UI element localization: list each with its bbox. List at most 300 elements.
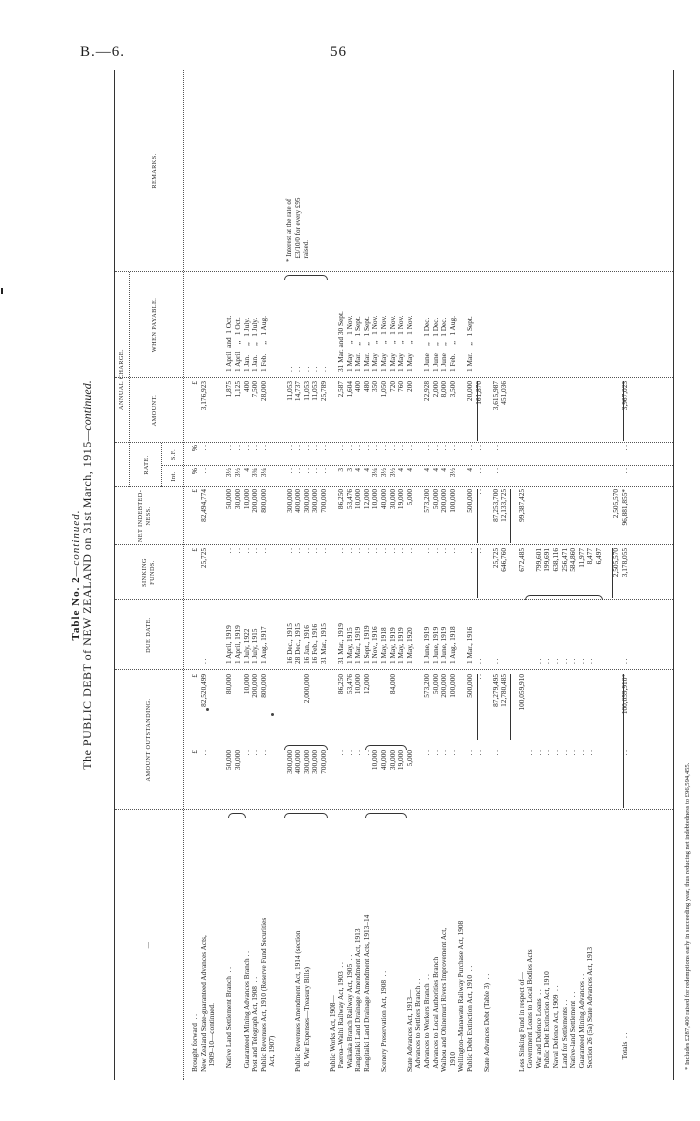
due-date-cell: 16 Jan., 1916	[301, 625, 311, 664]
rate-sf-cell: . .	[353, 445, 363, 451]
net-indebtedness-cell	[552, 489, 561, 543]
sinking-fund-cell: . .	[344, 548, 354, 554]
amount-sub-cell	[518, 750, 527, 808]
rate-sf-cell: . .	[258, 445, 268, 451]
sum-rule	[510, 489, 511, 543]
charge-amount-column	[191, 381, 629, 441]
due-date-cell: . .	[198, 658, 208, 664]
due-date-cell: 1 Nov., 1916	[370, 626, 380, 664]
when-payable-cell: . .	[310, 366, 320, 372]
rate-sf-cell: . .	[336, 445, 346, 451]
description-line: Advances to Settlers Branch . .	[413, 978, 423, 1072]
rate-sf-cell: . .	[439, 445, 449, 451]
public-debt-table	[114, 70, 674, 1080]
net-indebtedness-cell: 10,000	[353, 489, 363, 510]
amount-total-cell	[277, 674, 286, 740]
amount-sub-cell: . .	[353, 750, 363, 756]
rate-sf-cell	[552, 445, 561, 465]
description-line: Wellington–Manawatu Railway Purchase Act, 1908	[456, 920, 466, 1072]
amount-sub-cell: . .	[576, 750, 586, 756]
amount-total-cell	[569, 674, 578, 740]
amount-total-cell: 2,000,000	[301, 674, 311, 704]
amount-total-cell: 82,520,499	[198, 674, 208, 707]
description-line	[277, 812, 286, 1072]
description-line	[595, 812, 604, 1072]
column-rule	[115, 442, 673, 443]
charge-amount-cell	[561, 381, 570, 441]
charge-amount-cell: 400	[353, 381, 363, 392]
amount-sub-cell: . .	[525, 750, 535, 756]
due-date-cell: 1 June, 1919	[430, 626, 440, 664]
description-line: Rangitaiki Land Drainage Amendment Act, 1913	[353, 928, 363, 1072]
sinking-fund-cell: . .	[241, 548, 251, 554]
rate-int-cell: . .	[310, 468, 320, 474]
due-date-cell: . .	[568, 658, 578, 664]
amount-sub-cell: 30,000	[232, 750, 242, 771]
due-date-cell	[518, 600, 527, 664]
amount-sub-cell: . .	[568, 750, 578, 756]
rate-int-cell	[595, 468, 604, 486]
amount-sub-cell	[329, 750, 338, 808]
when-payable-cell	[612, 272, 621, 372]
charge-amount-cell: 11,053	[301, 381, 311, 401]
brace	[365, 813, 407, 818]
charge-amount-cell: £	[190, 381, 199, 385]
rate-int-cell	[535, 468, 544, 486]
brace	[284, 275, 328, 280]
due-date-cell: . .	[576, 658, 586, 664]
description-line: Scenery Preservation Act, 1908 . .	[379, 970, 389, 1072]
amount-total-cell: 53,476	[344, 674, 354, 695]
when-payable-cell: 1 Feb. ,, 1 Aug.	[258, 316, 268, 372]
sinking-fund-cell: . .	[284, 548, 294, 554]
amount-sub-cell	[483, 750, 492, 808]
when-payable-cell: 1 Jan. ,, 1 July.	[241, 317, 251, 372]
description-line: Less Sinking Fund in respect of—	[516, 972, 526, 1072]
amount-sub-cell	[509, 750, 518, 808]
charge-amount-cell: 3,615,987	[490, 381, 500, 411]
description-line: Paeroa–Waihi Railway Act, 1903 . .	[336, 962, 346, 1072]
rate-int-cell: . .	[284, 468, 294, 474]
amount-sub-cell: 300,000	[284, 750, 294, 774]
amount-sub-cell: 700,000	[318, 750, 328, 774]
when-payable-cell	[518, 272, 527, 372]
when-payable-cell	[509, 272, 518, 372]
rate-sf-cell: . .	[447, 445, 457, 451]
rate-int-cell	[578, 468, 587, 486]
due-date-cell: 1 May, 1919	[387, 627, 397, 664]
rate-sf-cell	[500, 445, 509, 465]
header-rate-int: Int.	[170, 471, 177, 482]
due-date-cell: . .	[542, 658, 552, 664]
when-payable-cell: 1 Jan. ,, 1 July.	[250, 317, 260, 372]
when-payable-cell	[578, 272, 587, 372]
header-rule	[183, 70, 184, 1080]
due-date-cell: . .	[550, 658, 560, 664]
header-amount-outstanding: AMOUNT OUTSTANDING.	[145, 698, 152, 782]
amount-total-cell	[526, 674, 535, 740]
when-payable-cell	[569, 272, 578, 372]
when-payable-cell	[483, 272, 492, 372]
charge-amount-cell	[509, 381, 518, 441]
amount-sub-cell	[612, 750, 621, 808]
sinking-fund-cell	[277, 548, 286, 598]
net-indebtedness-cell	[543, 489, 552, 543]
description-line: Post and Telegraph Act, 1908 . .	[250, 976, 260, 1072]
net-indebtedness-cell: 50,000	[430, 489, 440, 510]
rate-int-cell: 4	[241, 468, 251, 472]
net-indebtedness-cell	[268, 489, 277, 543]
amount-total-cell	[371, 674, 380, 740]
amount-total-cell: 84,000	[387, 674, 397, 695]
rate-int-cell	[526, 468, 535, 486]
amount-total-cell: 50,000	[430, 674, 440, 695]
when-payable-cell: 1 Mar. ,, 1 Sept.	[465, 316, 474, 372]
net-indebtedness-cell: 96,881,855*	[619, 489, 629, 526]
net-indebtedness-cell: 99,387,425	[516, 489, 526, 522]
rate-sf-cell	[535, 445, 544, 465]
amount-total-cell: 800,000	[258, 674, 268, 698]
table-title-suffix: —continued.	[70, 509, 82, 577]
net-indebtedness-cell: 10,000	[241, 489, 251, 510]
sinking-fund-cell: 8,477	[585, 548, 595, 565]
amount-sub-cell	[457, 750, 466, 808]
rate-sf-cell: . .	[198, 445, 208, 451]
when-payable-cell: 1 Mar. ,, 1 Sept.	[361, 316, 371, 372]
rate-int-cell: 3½	[447, 468, 457, 478]
when-payable-cell	[200, 272, 209, 372]
due-date-cell	[526, 600, 535, 664]
net-indebtedness-cell: 400,000	[293, 489, 303, 513]
table-subtitle-text: The PUBLIC DEBT of NEW ZEALAND on 31st March, 1915	[79, 441, 94, 770]
rate-int-cell	[208, 468, 217, 486]
rate-sf-cell: . .	[318, 445, 328, 451]
sum-rule	[477, 489, 478, 543]
charge-amount-cell: 2,000	[430, 381, 440, 398]
brace	[284, 813, 328, 818]
amount-sub-cell	[268, 750, 277, 808]
amount-total-cell: £	[190, 674, 199, 678]
due-date-cell	[268, 600, 277, 664]
rotated-table-page	[70, 70, 695, 1080]
description-line: Public Debt Extinction Act, 1910	[542, 971, 552, 1072]
rate-int-cell: %	[190, 468, 199, 475]
column-rule	[161, 465, 673, 466]
net-indebtedness-cell: 500,000	[465, 489, 474, 513]
description-line: Naval Defence Act, 1909 . .	[550, 985, 560, 1072]
description-line	[604, 812, 613, 1072]
rate-sf-cell	[595, 445, 604, 465]
due-date-cell: 28 Dec., 1915	[293, 623, 303, 664]
sinking-fund-cell: 199,691	[542, 548, 552, 572]
amount-sub-cell: . .	[422, 750, 432, 756]
description-line: Land for Settlements . .	[559, 999, 569, 1072]
description-line: 1909–10—continued.	[207, 1003, 217, 1072]
net-indebtedness-cell	[569, 489, 578, 543]
charge-amount-cell: 760	[396, 381, 406, 392]
sinking-fund-cell: 799,601	[533, 548, 543, 572]
due-date-cell: . .	[585, 658, 595, 664]
net-indebtedness-cell: 40,000	[379, 489, 389, 510]
rate-int-cell: 4	[404, 468, 414, 472]
charge-amount-cell: 11,053	[284, 381, 294, 401]
net-indebtedness-cell: 82,494,774	[198, 489, 208, 522]
amount-total-cell	[535, 674, 544, 740]
due-date-cell: 16 Dec., 1915	[284, 623, 294, 664]
due-date-cell	[604, 600, 613, 664]
sinking-fund-cell: . .	[473, 548, 483, 554]
due-date-cell: 31 Mar., 1919	[336, 623, 346, 664]
when-payable-cell: 1 June ,, 1 Dec.	[430, 317, 440, 372]
net-indebtedness-cell	[595, 489, 604, 543]
charge-amount-cell: 3,176,923	[198, 381, 208, 411]
sinking-fund-cell: 672,485	[516, 548, 526, 572]
description-line: 8, War Expenses—Treasury Bills)	[301, 966, 311, 1072]
amount-total-cell: 100,059,910*	[619, 674, 629, 715]
charge-amount-cell: 7,500	[250, 381, 260, 398]
sinking-fund-cell: . .	[422, 548, 432, 554]
amount-sub-cell: . .	[490, 750, 500, 756]
charge-amount-cell: 480	[361, 381, 371, 392]
sinking-fund-cell: . .	[404, 548, 414, 554]
sinking-fund-cell: . .	[250, 548, 260, 554]
net-indebtedness-cell: 86,250	[336, 489, 346, 510]
when-payable-cell	[526, 272, 535, 372]
rate-int-cell: 4	[361, 468, 371, 472]
rate-int-cell: 3½	[379, 468, 389, 478]
sum-rule	[477, 381, 478, 441]
due-date-cell: 1 July, 1915	[250, 628, 260, 664]
when-payable-cell: 1 May ,, 1 Nov.	[344, 315, 354, 372]
when-payable-cell	[475, 272, 484, 372]
rate-int-cell: 4	[396, 468, 406, 472]
charge-amount-cell: 1,125	[232, 381, 242, 398]
rate-sf-cell: . .	[370, 445, 380, 451]
sinking-fund-cell: 25,725	[198, 548, 208, 569]
due-date-cell: . .	[490, 658, 500, 664]
rate-sf-cell: . .	[310, 445, 320, 451]
rate-int-cell: 3½	[232, 468, 242, 478]
description-line: Waikaka Branch Railway Act, 1905 . .	[344, 954, 354, 1072]
rate-int-cell: . .	[301, 468, 311, 474]
rate-sf-cell: . .	[387, 445, 397, 451]
amount-sub-cell: £	[190, 750, 199, 754]
due-date-cell	[509, 600, 518, 664]
header-due-date: DUE DATE.	[145, 617, 152, 653]
rate-int-cell	[569, 468, 578, 486]
rate-sf-cell: . .	[396, 445, 406, 451]
description-line: Public Debt Extinction Act, 1910 . .	[465, 965, 474, 1072]
sum-rule	[510, 674, 511, 740]
due-date-cell: 1 Mar., 1916	[465, 626, 474, 664]
due-date-cell: . .	[473, 658, 483, 664]
charge-amount-cell: 451,036	[499, 381, 509, 405]
charge-amount-cell: 28,000	[258, 381, 268, 402]
description-line	[389, 812, 398, 1072]
rate-sf-cell	[208, 445, 217, 465]
charge-amount-cell: 11,053	[310, 381, 320, 401]
amount-total-cell: 573,200	[422, 674, 432, 698]
amount-total-cell: 86,250	[336, 674, 346, 695]
sinking-fund-cell: 584,860	[568, 548, 578, 572]
rate-sf-cell: . .	[284, 445, 294, 451]
charge-amount-cell	[578, 381, 587, 441]
charge-amount-cell: 25,789	[318, 381, 328, 402]
sinking-fund-cell: . .	[370, 548, 380, 554]
when-payable-cell: 1 May ,, 1 Nov.	[379, 315, 389, 372]
amount-total-cell	[561, 674, 570, 740]
sinking-fund-cell	[217, 548, 226, 598]
rate-sf-cell: . .	[293, 445, 303, 451]
amount-sub-cell	[595, 750, 604, 808]
title-block	[70, 70, 116, 1080]
rate-int-cell	[586, 468, 595, 486]
due-date-cell: 1 Sept., 1919	[361, 625, 371, 664]
due-date-cell	[500, 600, 509, 664]
rate-int-cell: 3½	[387, 468, 397, 478]
rate-sf-cell	[578, 445, 587, 465]
amount-sub-column	[191, 750, 629, 808]
amount-total-cell	[586, 674, 595, 740]
amount-total-cell: 12,780,485	[499, 674, 509, 707]
sinking-fund-cell: 2,505,570	[611, 548, 621, 578]
rate-sf-cell: . .	[422, 445, 432, 451]
rate-int-cell: . .	[619, 468, 629, 474]
charge-amount-cell	[604, 381, 613, 441]
rate-sf-cell: . .	[301, 445, 311, 451]
rate-int-cell: 3¼	[258, 468, 268, 478]
when-payable-cell	[543, 272, 552, 372]
rate-int-cell: 4	[422, 468, 432, 472]
sinking-fund-cell: 256,471	[559, 548, 569, 572]
when-payable-cell: 1 Feb. ,, 1 Aug.	[447, 316, 457, 372]
when-payable-cell: 1 May ,, 1 Nov.	[370, 315, 380, 372]
net-indebtedness-cell: 300,000	[310, 489, 320, 513]
amount-sub-cell: . .	[258, 750, 268, 756]
amount-total-column	[191, 674, 629, 740]
amount-sub-cell: . .	[585, 750, 595, 756]
sinking-fund-cell: 11,977	[576, 548, 586, 568]
amount-sub-cell: . .	[250, 750, 260, 756]
charge-amount-cell: 161,870	[473, 381, 483, 405]
net-indebtedness-cell: 573,200	[422, 489, 432, 513]
net-indebtedness-cell	[586, 489, 595, 543]
rate-sf-cell	[569, 445, 578, 465]
rate-int-cell	[543, 468, 552, 486]
rate-sf-cell: . .	[404, 445, 414, 451]
due-date-cell: 1 Aug., 1917	[258, 626, 268, 664]
amount-sub-cell: . .	[465, 750, 474, 756]
charge-amount-cell: 720	[387, 381, 397, 392]
due-date-cell: 16 Feb., 1916	[310, 623, 320, 664]
when-payable-cell: . .	[318, 366, 328, 372]
description-line: Guaranteed Mining Advances . .	[576, 973, 586, 1072]
net-indebtedness-cell: 200,000	[439, 489, 449, 513]
amount-sub-cell: . .	[344, 750, 354, 756]
amount-total-cell	[604, 674, 613, 740]
table-subtitle-suffix: —continued.	[79, 380, 94, 442]
amount-total-cell: 12,000	[361, 674, 371, 695]
amount-total-cell	[286, 674, 295, 740]
net-indebtedness-cell: 10,000	[370, 489, 380, 510]
column-rule	[115, 544, 673, 545]
net-indebtedness-cell: 53,476	[344, 489, 354, 510]
amount-sub-cell: . .	[361, 750, 371, 756]
rate-int-cell	[500, 468, 509, 486]
due-date-cell	[612, 600, 621, 664]
sinking-fund-cell: . .	[447, 548, 457, 554]
description-line: Section 26 (5a) State Advances Act, 1913	[585, 946, 595, 1072]
when-payable-cell	[500, 272, 509, 372]
sinking-fund-cell: £	[190, 548, 199, 552]
column-rule	[115, 809, 673, 810]
amount-sub-cell: 40,000	[379, 750, 389, 771]
rate-int-cell: 3	[336, 468, 346, 472]
rate-int-cell: . .	[490, 468, 500, 474]
rate-sf-cell	[604, 445, 613, 465]
amount-sub-cell: . .	[550, 750, 560, 756]
description-line: State Advances Debt (Table 3) . .	[482, 973, 492, 1072]
amount-sub-cell: 400,000	[293, 750, 303, 774]
amount-sub-cell: . .	[430, 750, 440, 756]
header-rate-sf: S.F.	[170, 448, 177, 461]
sinking-fund-cell: . .	[430, 548, 440, 554]
rate-sf-cell	[518, 445, 527, 465]
charge-amount-cell: 1,875	[224, 381, 234, 398]
sinking-fund-cell: 6,497	[593, 548, 603, 565]
sinking-fund-cell: 25,725	[490, 548, 500, 569]
when-payable-cell: 1 April ,, 1 Oct.	[232, 317, 242, 372]
remarks-note: * Interest at the rate of £3/10/0 for every £95 raised.	[285, 197, 311, 262]
amount-sub-cell: . .	[198, 750, 208, 756]
net-indebtedness-cell	[578, 489, 587, 543]
sinking-fund-cell: 3,178,055	[619, 548, 629, 578]
sinking-fund-cell	[457, 548, 466, 598]
sinking-fund-cell: . .	[353, 548, 363, 554]
when-payable-column	[191, 272, 629, 372]
description-line: War and Defence Loans . .	[533, 989, 543, 1072]
amount-total-cell	[595, 674, 604, 740]
amount-sub-cell	[604, 750, 613, 808]
due-date-cell	[191, 600, 200, 664]
due-date-cell: 1 July, 1922	[241, 628, 251, 664]
sinking-fund-cell: . .	[465, 548, 474, 554]
description-line: Native-land Settlement . .	[568, 991, 578, 1072]
when-payable-cell: 1 May ,, 1 Nov.	[387, 315, 397, 372]
amount-total-cell: 80,000	[224, 674, 234, 695]
when-payable-cell: . .	[293, 366, 303, 372]
amount-total-cell: 10,000	[241, 674, 251, 695]
amount-total-cell	[320, 674, 329, 740]
rate-sf-cell: . .	[490, 445, 500, 451]
sinking-fund-cell: . .	[224, 548, 234, 554]
rate-int-cell: 4	[353, 468, 363, 472]
description-line: New Zealand State-guaranteed Advances Acts,	[198, 935, 208, 1072]
rate-sf-cell	[268, 445, 277, 465]
due-date-cell: 1 Mar., 1919	[353, 626, 363, 664]
net-indebtedness-cell	[535, 489, 544, 543]
sinking-funds-column	[191, 548, 629, 598]
description-line: Public Revenues Act, 1910 (Reserve Fund Securities	[258, 917, 268, 1072]
amount-sub-cell: . .	[533, 750, 543, 756]
when-payable-cell: . .	[301, 366, 311, 372]
net-indebtedness-cell: 19,000	[396, 489, 406, 510]
rate-int-cell: 4	[430, 468, 440, 472]
net-indebtedness-cell: £	[190, 489, 199, 493]
description-line	[311, 812, 320, 1072]
description-column	[191, 812, 629, 1072]
amount-total-cell: 87,279,495	[490, 674, 500, 707]
